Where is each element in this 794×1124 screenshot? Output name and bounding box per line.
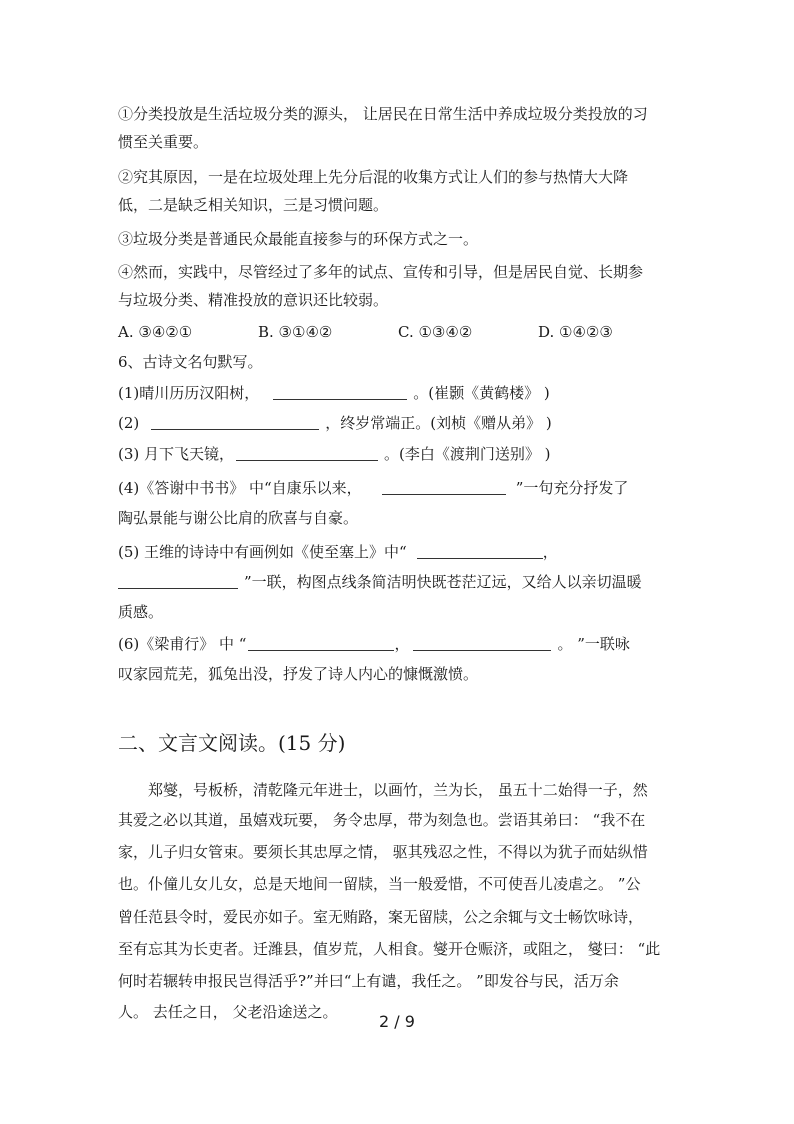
sentence-4-line-1: ④然而，实践中，尽管经过了多年的试点、宣传和引导，但是居民自觉、长期参: [118, 263, 644, 281]
q6-1-prefix: (1)晴川历历汉阳树，: [118, 384, 260, 402]
q6-4-suffix: ”一句充分抒发了: [515, 479, 629, 497]
q6-item-6: [118, 630, 678, 658]
q6-5-prefix: (5) 王维的诗诗中有画例如《使至塞上》中“: [118, 543, 407, 561]
passage-line: 至有忘其为长吏者。迁潍县，值岁荒，人相食。燮开仓赈济，或阻之， 燮曰： “此: [118, 940, 661, 958]
q6-item-4-line-2: 陶弘景能与谢公比肩的欣喜与自豪。: [118, 509, 359, 527]
q6-6-suffix: 。 ”一联咏: [557, 635, 630, 653]
option-b: B. ③①④②: [258, 323, 333, 341]
q6-1-suffix: 。(崔颢《黄鹤楼》 ): [413, 384, 550, 402]
q6-item-4: [118, 474, 678, 502]
passage-line: 何时若辗转申报民岂得活乎?”并曰“上有谴，我任之。 ”即发谷与民，活万余: [118, 972, 619, 990]
q6-item-5: [118, 538, 678, 566]
q6-4-prefix: (4)《答谢中书书》 中“自康乐以来，: [118, 479, 362, 497]
fill-blank[interactable]: [118, 570, 238, 589]
fill-blank[interactable]: [382, 476, 506, 495]
passage-line: 曾任范县令时，爱民亦如子。室无贿路，案无留牍，公之余辄与文士畅饮咏诗，: [118, 908, 644, 926]
answer-options: [118, 318, 678, 346]
fill-blank[interactable]: [413, 632, 551, 651]
question-6-title: 6、古诗文名句默写。: [118, 353, 263, 371]
q6-item-3: [118, 440, 678, 468]
passage-line: 郑燮，号板桥，清乾隆元年进士，以画竹，兰为长， 虽五十二始得一子，然: [148, 781, 648, 799]
q6-3-prefix: (3) 月下飞天镜，: [118, 445, 235, 463]
q6-5-comma: ，: [542, 543, 558, 561]
option-a: A. ③④②①: [118, 323, 193, 341]
sentence-2-line-1: ②究其原因，一是在垃圾处理上先分后混的收集方式让人们的参与热情大大降: [118, 168, 629, 186]
q6-item-5-line-2: [118, 568, 678, 596]
q6-6-comma: ，: [394, 635, 410, 653]
passage-line: 也。仆僮儿女儿女，总是天地间一留牍，当一般爱惜，不可使吾儿凌虐之。 ”公: [118, 875, 641, 893]
q6-5-suffix: ”一联，构图点线条简洁明快既苍茫辽远，又给人以亲切温暖: [244, 573, 642, 591]
fill-blank[interactable]: [417, 540, 543, 559]
sentence-1-line-2: 惯至关重要。: [118, 133, 209, 151]
passage-line: 其爱之必以其道，虽嬉戏玩要， 务令忠厚，带为刻急也。尝语其弟曰： “我不在: [118, 811, 646, 829]
option-d: D. ①④②③: [538, 323, 613, 341]
passage-line: 家，儿子归女管束。要须长其忠厚之情， 驱其残忍之性，不得以为犹子而姑纵惜: [118, 843, 648, 861]
page-number: 2 / 9: [379, 1012, 415, 1031]
fill-blank[interactable]: [151, 411, 319, 430]
sentence-2-line-2: 低，二是缺乏相关知识，三是习惯问题。: [118, 196, 389, 214]
section-2-heading: 二、文言文阅读。(15 分): [118, 731, 346, 755]
sentence-4-line-2: 与垃圾分类、精准投放的意识还比较弱。: [118, 291, 389, 309]
passage-line: 人。 去任之日， 父老沿途送之。: [118, 1003, 338, 1021]
q6-item-1: [118, 379, 678, 407]
q6-2-suffix: ，终岁常端正。(刘桢《赠从弟》 ): [325, 414, 552, 432]
q6-item-6-line-2: 叹家园荒芜，狐兔出没，抒发了诗人内心的慷慨激愤。: [118, 665, 479, 683]
q6-3-suffix: 。(李白《渡荆门送别》 ): [384, 445, 551, 463]
q6-2-prefix: (2): [118, 414, 140, 432]
q6-6-prefix: (6)《梁甫行》 中 “: [118, 635, 247, 653]
sentence-3: ③垃圾分类是普通民众最能直接参与的环保方式之一。: [118, 230, 479, 248]
sentence-1-line-1: ①分类投放是生活垃圾分类的源头， 让居民在日常生活中养成垃圾分类投放的习: [118, 105, 648, 123]
fill-blank[interactable]: [273, 381, 407, 400]
fill-blank[interactable]: [236, 442, 378, 461]
q6-item-5-line-3: 质感。: [118, 603, 164, 621]
fill-blank[interactable]: [248, 632, 394, 651]
q6-item-2: [118, 409, 678, 437]
option-c: C. ①③④②: [398, 323, 473, 341]
